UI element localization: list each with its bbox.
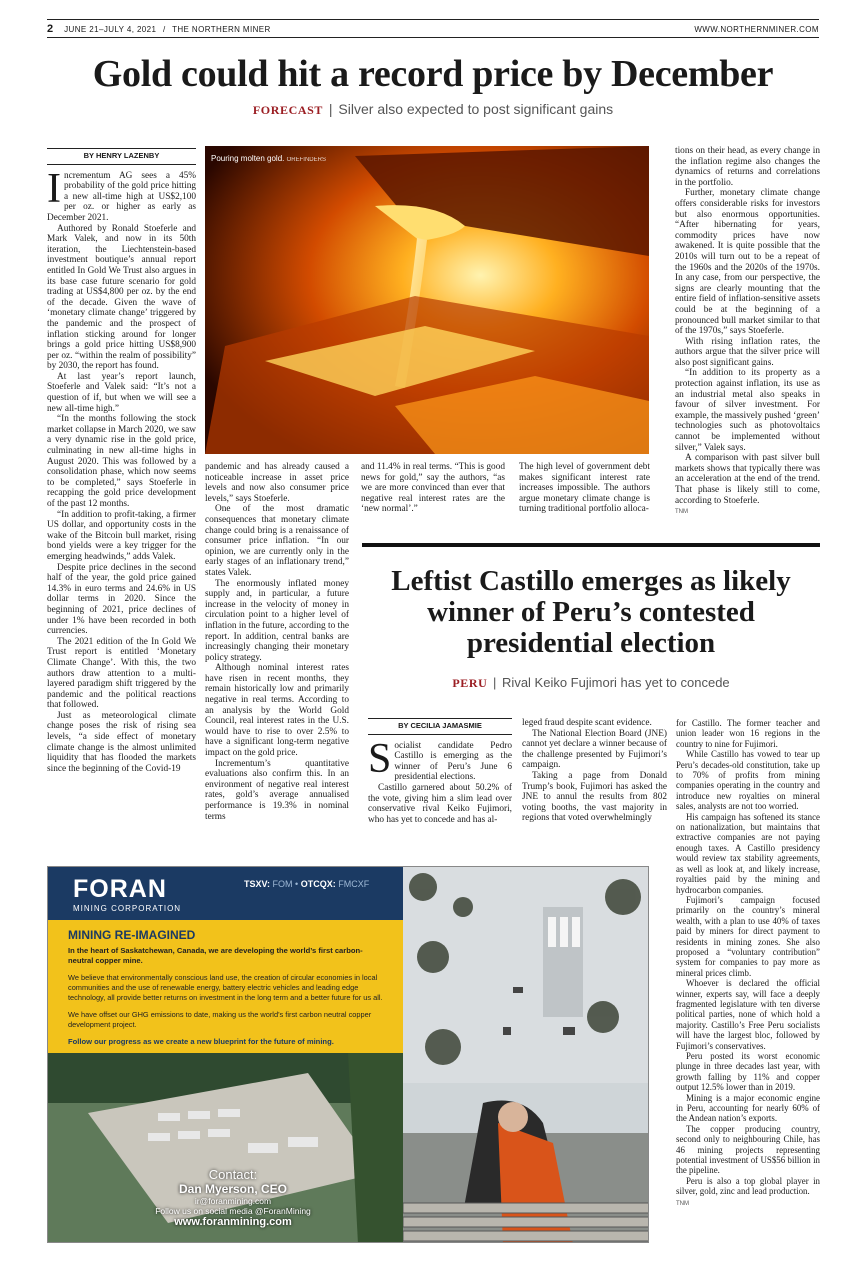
ticker2-label: OTCQX: [300,879,336,889]
folio-rule [47,37,819,38]
gold-dropcap: I [47,165,61,212]
paragraph: The high level of government debt makes significant interest rate increases impossible. The authors argue monetary climate change is turning traditional portfolio alloca- [519,462,650,515]
paragraph: The copper producing country, second only to neighbouring Chile, has 46 mining projects representing potential investment of US$56 billion in the pipeline. [676,1123,820,1176]
gold-headline: Gold could hit a record price by December [92,53,774,95]
ticker2-value: FMCXF [338,879,370,889]
paragraph: Just as meteorological climate change poses the risk of rising sea levels, “a side effect of monetary climate change is the almost unlimited liquidity that has flooded the markets since the beginning of the Covid-19 [47,710,196,774]
peru-end-mark: TNM [676,1200,689,1207]
ticker1-value: FOM [272,879,293,889]
gold-column-1 [47,148,196,774]
paragraph: Incrementum’s quantitative evaluations also confirm this. In an environment of negative real interest rates, gold’s average annualised performance is 19.3% in nominal terms [205,758,349,822]
peru-subhead: Rival Keiko Fujimori has yet to concede [502,675,730,690]
folio-separator: / [162,25,166,34]
gold-column-4 [519,462,650,515]
issue-dates: JUNE 21–JULY 4, 2021 [64,25,157,34]
paragraph: “In addition to its property as a protection against inflation, its use as an industrial metal also speaks in favour of silver investment. For example, the massively pushed ‘green’ technologies such as photovoltaics cannot be implemented without silver,” Valek says. [675,368,820,453]
paragraph: With rising inflation rates, the authors argue that the silver price will also post significant gains. [675,336,820,368]
molten-gold-photo [205,146,649,454]
contact-social: Follow us on social media @ForanMining [155,1206,311,1216]
peru-column-3 [676,718,820,1209]
peru-dropcap: S [368,735,392,782]
peru-column-1 [368,718,512,825]
ticker1-label: TSXV: [244,879,271,889]
gold-deck [47,101,819,118]
deck-separator: | [328,101,333,117]
paragraph: Mining is a major economic engine in Peru, accounting for nearly 60% of the Andean nation’s exports. [676,1092,820,1124]
gold-byline: BY HENRY LAZENBY [47,148,196,165]
paragraph: Peru posted its worst economic plunge in three decades last year, with growth falling by 11% and copper output 12.5% lower than in 2019. [676,1051,820,1093]
gold-col5-text [675,146,820,506]
gold-subhead: Silver also expected to post significant gains [338,101,614,117]
paragraph: One of the most dramatic consequences that monetary climate change could bring is a renaissance of consumer price inflation. “In our opinion, we are currently only in the early stages of an inflationary trend,” states Valek. [205,504,349,578]
paragraph: Peru is also a top global player in silver, gold, zinc and lead production. [676,1175,820,1197]
paragraph: for Castillo. The former teacher and union leader won 16 regions in the country to nine for Fujimori. [676,718,820,749]
gold-column-2 [205,462,349,822]
ad-copy-panel [48,920,403,1053]
peru-column-2 [522,718,667,824]
foran-advertisement[interactable] [47,866,649,1243]
paragraph: tions on their head, as every change in the inflation regime also changes the dynamics of returns and correlations in the portfolio. [675,146,820,188]
ticker-separator: • [295,879,299,889]
photo-caption [211,154,326,163]
publication-name: THE NORTHERN MINER [172,25,271,34]
paragraph: A comparison with past silver bull markets shows that typically there was an acceleration at the end of the trend. That phase is likely still to come, according to Stoeferle. [675,453,820,506]
paragraph: and 11.4% in real terms. “This is good news for gold,” say the authors, “as we are more convinced than ever that negative real interest rates are the ‘new normal’.” [361,462,505,515]
photo-credit: OREFINDERS [286,157,326,163]
stock-tickers [244,879,369,889]
paragraph: pandemic and has already caused a noticeable increase in asset price levels and now also consumer price levels,” says Stoeferle. [205,462,349,504]
paragraph: Further, monetary climate change offers considerable risks for investors but also enormous opportunities. “After hibernating for years, commodity prices have now awakened. It is quite possible that the 2010s will turn out to be a repeat of the 1960s and the 2020s of the 1970s. In any case, from our perspective, the signs are clearly mounting that the entire field of inflation-sensitive assets could be at the beginning of a pronounced bull market similar to that of the 1970s,” says Stoeferle. [675,188,820,337]
ad-title: MINING RE-IMAGINED [68,928,196,942]
paragraph: Whoever is declared the official winner, experts say, will face a deeply fragmented legislature with ten diverse political parties, none of which hold a majority. Castillo’s Free Peru socialists will have the largest bloc, followed by Fujimori’s conservatives. [676,978,820,1051]
paragraph: leged fraud despite scant evidence. [522,718,652,728]
peru-byline: BY CECILIA JAMASMIE [368,718,512,735]
gold-column-3 [361,462,505,515]
gold-column-5 [675,146,820,518]
peru-kicker: PERU [452,676,488,690]
ad-contact-block [118,1167,348,1228]
paragraph: The 2021 edition of the In Gold We Trust report is entitled ‘Monetary Climate Change’. With this, the two authors draw attention to a multi-layered paradigm shift triggered by the pandemic and the political reactions that followed. [47,636,196,711]
snowy-camp-image [403,867,649,1083]
peru-deck-separator: | [493,675,497,690]
contact-url[interactable]: www.foranmining.com [174,1216,292,1228]
gold-col1-text [47,165,196,775]
ad-lead: In the heart of Saskatchewan, Canada, we are developing the world’s first carbon-neutral copper mine. [68,946,363,965]
ad-paragraph-2: We have offset our GHG emissions to date, making us the world’s first carbon neutral copper development project. [68,1010,372,1029]
contact-email[interactable]: ir@foranmining.com [194,1196,272,1206]
paragraph: Although nominal interest rates have risen in recent months, they remain historically low and primarily negative in real terms. According to an analysis by the World Gold Council, real interest rates in the U.S. would have to rise to over 2.5% to have a significant long-term negative impact on the gold price. [205,663,349,759]
paragraph: Taking a page from Donald Trump’s book, Fujimori has asked the JNE to annul the results from 802 voting booths, the vast majority in regions that voted overwhelmingly [522,770,667,824]
ad-header [48,867,403,920]
page-number: 2 [47,23,54,35]
foran-logo [73,875,181,913]
gold-kicker: FORECAST [252,103,323,117]
peru-headline: Leftist Castillo emerges as likely winner of Peru’s contested presidential election [391,565,791,659]
paragraph: Authored by Ronald Stoeferle and Mark Valek, and now in its 50th iteration, the Liechtenstein-based investment boutique’s annual report entitled In Gold We Trust also argues in its base case future scenario for gold trading at US$4,800 per oz. by the end of the decade. Given the wave of ‘monetary climate change’ triggered by the pandemic and the prospect of inflation sticking around for longer brings a gold price hitting US$8,900 per oz. “within the realm of possibility” by 2030, the report has found. [47,223,196,372]
logo-subtitle: MINING CORPORATION [73,904,182,913]
peru-deck [362,675,820,691]
top-rule [47,19,819,20]
website[interactable]: WWW.NORTHERNMINER.COM [694,24,819,34]
contact-label: Contact: [208,1167,258,1182]
contact-name: Dan Myerson, CEO [178,1182,288,1196]
paragraph: The National Election Board (JNE) cannot yet declare a winner because of the challenge presented by Fujimori’s campaign. [522,728,667,771]
paragraph: ocialist candidate Pedro Castillo is emerging as the winner of Peru’s June 6 presidential elections. [394,740,512,783]
logo-wordmark: FORAN [73,875,167,903]
folio-bar [47,22,819,36]
molten-gold-image [205,146,649,454]
paragraph: Despite price declines in the second half of the year, the gold price gained 14.3% in euro terms and 24.6% in US dollar terms in 2020. Since the beginning of 2021, price declines of under 1% have been recorded in both currencies. [47,562,196,637]
peru-top-bar [362,543,820,547]
folio-left [47,23,271,35]
paragraph: Castillo garnered about 50.2% of the vote, giving him a slim lead over conservative rival Keiko Fujimori, who has yet to concede and has al- [368,782,512,825]
paragraph: While Castillo has vowed to tear up Peru’s decades-old constitution, take up to 70% of profits from mining companies operating in the country and introduce new royalties on mineral sales, analysts are not too worried. [676,749,820,812]
core-sampling-image [403,1083,649,1243]
paragraph: Fujimori’s campaign focused primarily on the country’s mineral wealth, with a plan to use 40% of taxes paid by miners for direct payment to residents in mining zones. She also proposed a “voluntary contribution” system for companies to pay more as mineral prices climb. [676,894,820,978]
caption-text: Pouring molten gold. [211,154,285,163]
ad-paragraph-1: We believe that environmentally conscious land use, the creation of circular economies in local communities and the use of renewable energy, battery electric vehicles and leading edge technology, all provide better returns on investment in the long term and a better future for us all. [68,973,383,1002]
paragraph: “In the months following the stock market collapse in March 2020, we saw a very dynamic rise in the gold price, culminating in new all-time highs in August 2020. This was followed by a consolidation phase, which now seems to be completed,” says Stoeferle in recapping the gold price development of the past 12 months. [47,414,196,509]
gold-end-mark: TNM [675,509,688,516]
paragraph: His campaign has softened its stance on nationalization, but maintains that extractive companies are not paying enough taxes. A Castillo presidency would review tax stability agreements, as well as look at, and likely increase, royalties paid by the mining and hydrocarbon companies. [676,811,820,895]
paragraph: “In addition to profit-taking, a firmer US dollar, and opportunity costs in the wake of the Bitcoin bull market, rising bond yields were a key trigger for the emerging headwinds,” adds Valek. [47,509,196,562]
ad-call-to-action: Follow our progress as we create a new blueprint for the future of mining. [68,1037,334,1046]
paragraph: At last year’s report launch, Stoeferle and Valek said: “It’s not a question of if, but when we will see a new all-time high.” [47,371,196,414]
peru-col3-text [676,718,820,1197]
paragraph: The enormously inflated money supply and, in particular, a future increase in the velocity of money in circulation point to a higher level of inflation in the future, according to the report. In addition, central banks are increasingly changing their monetary policy strategy. [205,578,349,663]
paragraph: ncrementum AG sees a 45% probability of the gold price hitting a new all-time high at US$2,100 per oz. or higher as early as December 2021. [47,170,196,223]
